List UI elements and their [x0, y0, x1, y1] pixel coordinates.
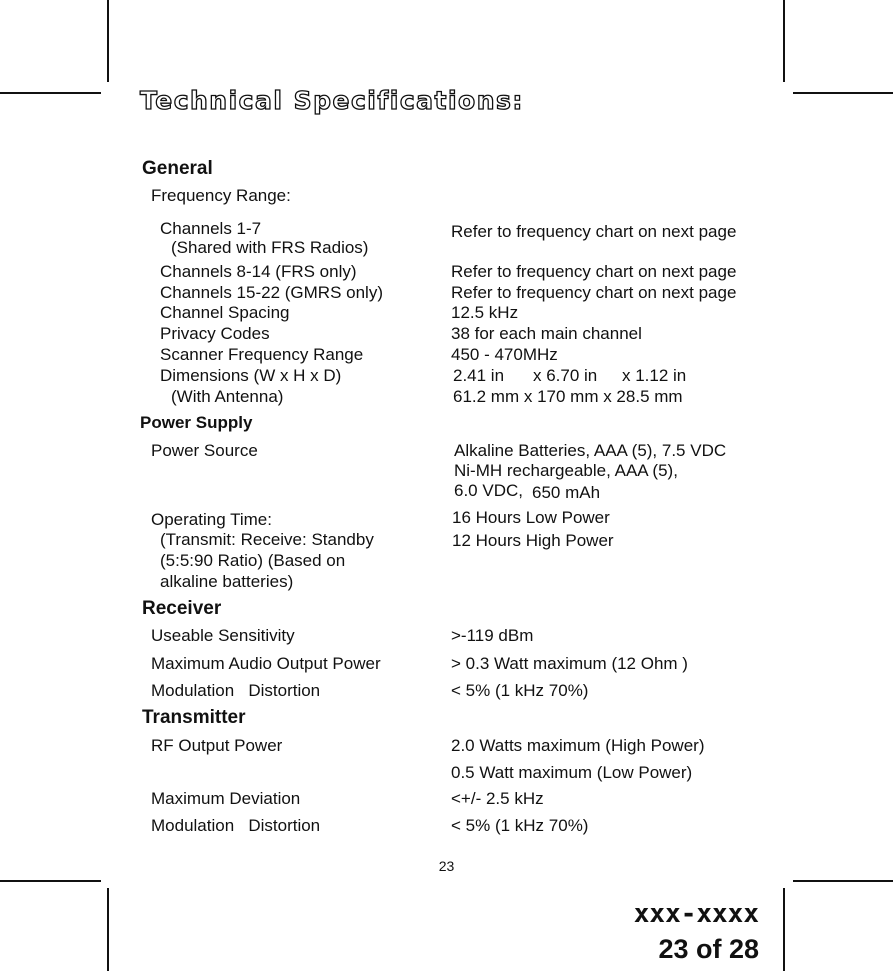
- max-deviation-label: Maximum Deviation: [151, 789, 301, 808]
- sensitivity-value: >-119 dBm: [451, 626, 534, 645]
- channel-spacing-label: Channel Spacing: [160, 303, 290, 322]
- page-title: Technical Specifications:: [140, 86, 524, 115]
- operating-time-line-2: (Transmit: Receive: Standby: [160, 530, 374, 549]
- dimensions-note: (With Antenna): [171, 387, 284, 406]
- power-source-value-3b: 650 mAh: [532, 483, 601, 502]
- max-deviation-value: <+/- 2.5 kHz: [451, 789, 544, 808]
- power-source-value-2: Ni-MH rechargeable, AAA (5),: [454, 461, 678, 480]
- section-receiver: Receiver: [142, 598, 222, 619]
- operating-time-line-3: (5:5:90 Ratio) (Based on: [160, 551, 346, 570]
- crop-mark-bottom-left-vertical: [107, 888, 109, 971]
- channels-1-7-value: Refer to frequency chart on next page: [451, 222, 737, 241]
- transmitter-modulation-label: Modulation Distortion: [151, 816, 321, 835]
- section-transmitter: Transmitter: [142, 707, 246, 728]
- document-id: xxx-xxxx: [633, 899, 759, 929]
- rf-output-value-2: 0.5 Watt maximum (Low Power): [451, 763, 693, 782]
- dimensions-label: Dimensions (W x H x D): [160, 366, 342, 385]
- sensitivity-label: Useable Sensitivity: [151, 626, 295, 645]
- privacy-codes-label: Privacy Codes: [160, 324, 270, 343]
- dimensions-inches-h: x 6.70 in: [533, 366, 598, 385]
- crop-mark-top-left-vertical: [107, 0, 109, 82]
- dimensions-inches-d: x 1.12 in: [622, 366, 687, 385]
- section-general: General: [142, 158, 213, 179]
- dimensions-inches-w: 2.41 in: [453, 366, 505, 385]
- power-source-value-3a: 6.0 VDC,: [454, 481, 523, 500]
- operating-time-value-1: 16 Hours Low Power: [452, 508, 610, 527]
- operating-time-value-2: 12 Hours High Power: [452, 531, 614, 550]
- channels-1-7-label: Channels 1-7: [160, 219, 262, 238]
- power-source-value-1: Alkaline Batteries, AAA (5), 7.5 VDC: [454, 441, 727, 460]
- crop-mark-top-left-horizontal: [0, 92, 101, 94]
- page-number: 23: [438, 858, 455, 874]
- crop-mark-top-right-horizontal: [793, 92, 893, 94]
- channels-1-7-note: (Shared with FRS Radios): [171, 238, 369, 257]
- channels-15-22-label: Channels 15-22 (GMRS only): [160, 283, 383, 302]
- power-source-label: Power Source: [151, 441, 258, 460]
- channels-8-14-value: Refer to frequency chart on next page: [451, 262, 737, 281]
- receiver-modulation-value: < 5% (1 kHz 70%): [451, 681, 589, 700]
- privacy-codes-value: 38 for each main channel: [451, 324, 642, 343]
- channels-15-22-value: Refer to frequency chart on next page: [451, 283, 737, 302]
- section-power-supply: Power Supply: [140, 413, 253, 432]
- channels-8-14-label: Channels 8-14 (FRS only): [160, 262, 357, 281]
- rf-output-label: RF Output Power: [151, 736, 283, 755]
- crop-mark-bottom-right-horizontal: [793, 880, 893, 882]
- scanner-range-value: 450 - 470MHz: [451, 345, 558, 364]
- receiver-modulation-label: Modulation Distortion: [151, 681, 321, 700]
- crop-mark-top-right-vertical: [783, 0, 785, 82]
- channel-spacing-value: 12.5 kHz: [451, 303, 519, 322]
- audio-output-value: > 0.3 Watt maximum (12 Ohm ): [451, 654, 688, 673]
- scanner-range-label: Scanner Frequency Range: [160, 345, 364, 364]
- frequency-range-label: Frequency Range:: [151, 186, 291, 205]
- crop-mark-bottom-left-horizontal: [0, 880, 101, 882]
- audio-output-label: Maximum Audio Output Power: [151, 654, 381, 673]
- crop-mark-bottom-right-vertical: [783, 888, 785, 971]
- page-of-total: 23 of 28: [658, 934, 759, 964]
- operating-time-label: Operating Time:: [151, 510, 272, 529]
- rf-output-value-1: 2.0 Watts maximum (High Power): [451, 736, 705, 755]
- transmitter-modulation-value: < 5% (1 kHz 70%): [451, 816, 589, 835]
- dimensions-mm: 61.2 mm x 170 mm x 28.5 mm: [453, 387, 683, 406]
- operating-time-line-4: alkaline batteries): [160, 572, 294, 591]
